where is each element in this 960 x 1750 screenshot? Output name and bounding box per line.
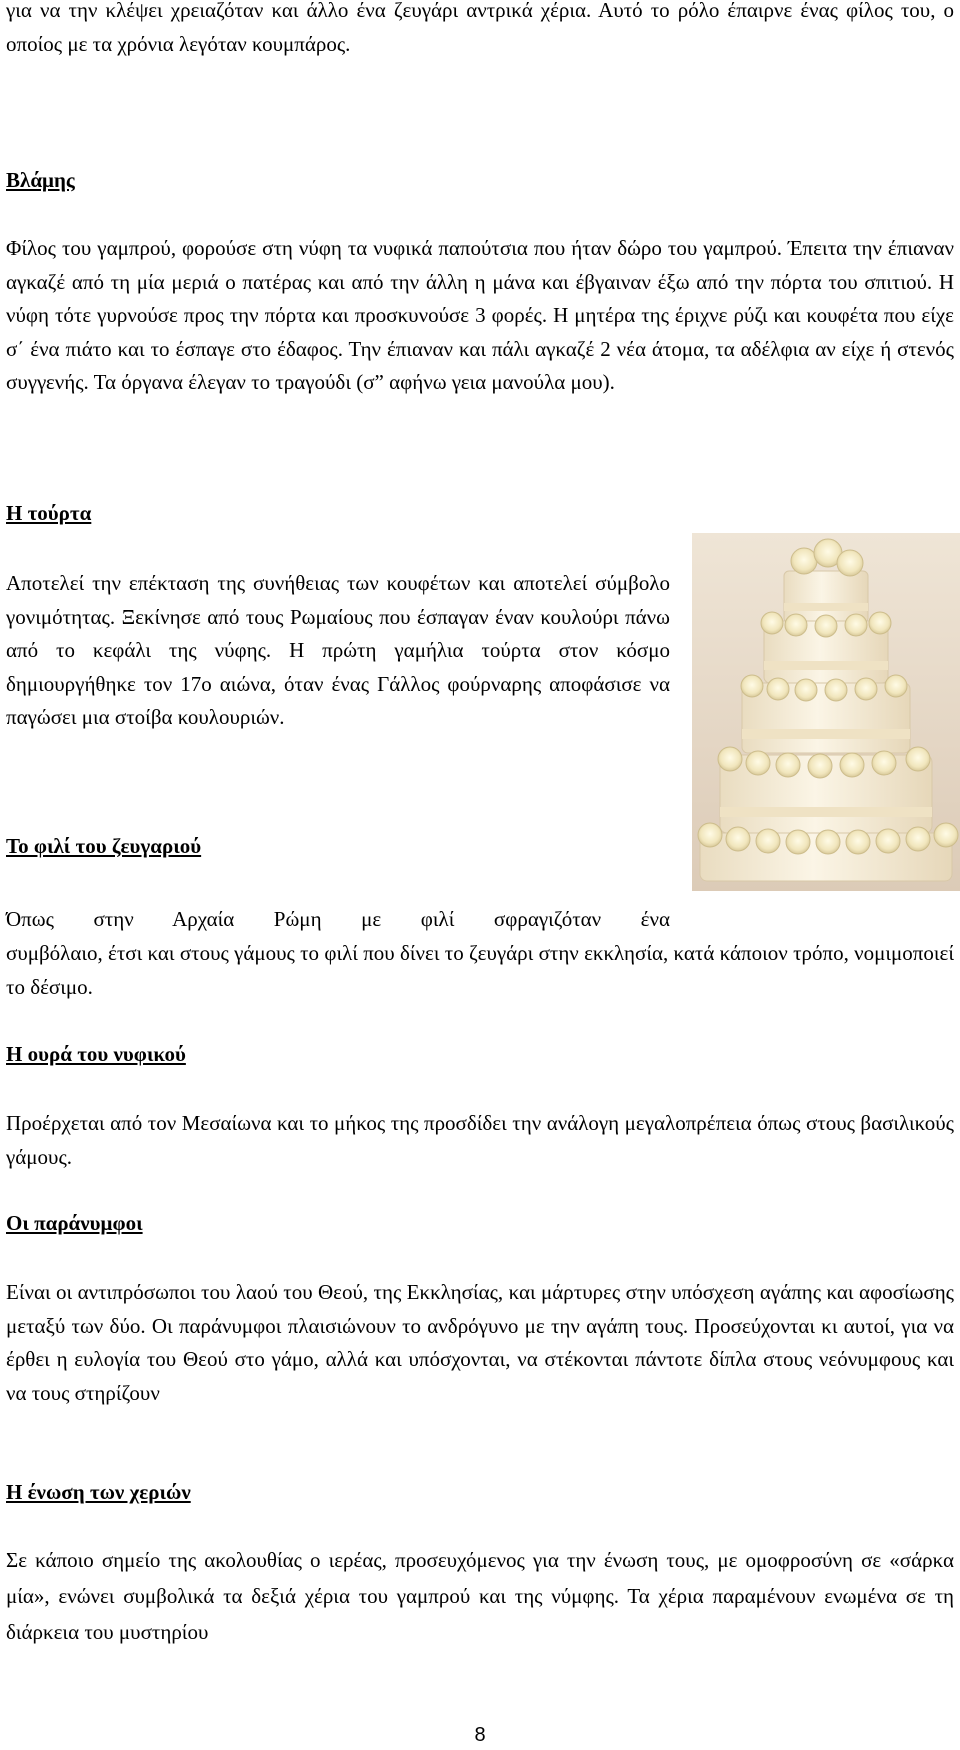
wedding-cake-illustration: [692, 533, 960, 891]
paragraph-fili-first-line: Όπως στην Αρχαία Ρώμη με φιλί σφραγιζόταν ένα: [6, 907, 670, 931]
paragraph-vlamis: Φίλος του γαμπρού, φορούσε στη νύφη τα νυφικά παπούτσια που ήταν δώρο του γαμπρού. Έπειτα την έπιαναν αγκαζέ από τη μία μεριά ο πατέρας και από την άλλη η μάνα και έβγαιναν έξω από την πόρτα του σπιτιού. Η νύφη τότε γυρνούσε προς την πόρτα και προσκυνούσε 3 φορές. Η μητέρα της έριχνε ρύζι και κουφέτα που είχε σ΄ ένα πιάτο και το έσπαγε στο έδαφος. Την έπιαναν και πάλι αγκαζέ 2 νέα άτομα, τα αδέλφια αν είχε ή στενός συγγενής. Τα όργανα έλεγαν το τραγούδι (σ” αφήνω γεια μανούλα μου).: [6, 236, 954, 394]
heading-paranymfoi: Οι παράνυμφοι: [6, 1211, 143, 1235]
wedding-cake-image: [692, 533, 960, 891]
heading-enosi: Η ένωση των χεριών: [6, 1480, 191, 1504]
paragraph-paranymfoi: Είναι οι αντιπρόσωποι του λαού του Θεού, της Εκκλησίας, και μάρτυρες στην υπόσχεση αγάπης και αφοσίωσης μεταξύ των δύο. Οι παράνυμφοι πλαισιώνουν το ανδρόγυνο με την αγάπη τους. Προσεύχονται κι αυτοί, για να έρθει η ευλογία του Θεού στο γάμο, αλλά και υπόσχονται, να στέκονται πάντοτε δίπλα στους νεόνυμφους και να τους στηρίζουν: [6, 1280, 954, 1405]
heading-vlamis: Βλάμης: [6, 168, 75, 192]
paragraph-oura: Προέρχεται από τον Μεσαίωνα και το μήκος της προσδίδει την ανάλογη μεγαλοπρέπεια όπως στους βασιλικούς γάμους.: [6, 1111, 954, 1169]
page-number: 8: [474, 1724, 486, 1746]
paragraph-enosi: Σε κάποιο σημείο της ακολουθίας ο ιερέας, προσευχόμενος για την ένωση τους, με ομοφροσύνη σε «σάρκα μία», ενώνει συμβολικά τα δεξιά χέρια του γαμπρού και της νύμφης. Τα χέρια παραμένουν ενωμένα σε τη διάρκεια του μυστηρίου: [6, 1548, 954, 1644]
heading-fili: Το φιλί του ζευγαριού: [6, 834, 202, 858]
paragraph-fili-rest: συμβόλαιο, έτσι και στους γάμους το φιλί που δίνει το ζευγάρι στην εκκλησία, κατά κάποιον τρόπο, νομιμοποιεί το δέσιμο.: [6, 941, 954, 999]
heading-oura: Η ουρά του νυφικού: [6, 1042, 186, 1066]
heading-tourta: Η τούρτα: [6, 501, 92, 525]
intro-paragraph: για να την κλέψει χρειαζόταν και άλλο ένα ζευγάρι αντρικά χέρια. Αυτό το ρόλο έπαιρνε ένας φίλος του, ο οποίος με τα χρόνια λεγόταν κουμπάρος.: [6, 0, 954, 56]
paragraph-tourta: Αποτελεί την επέκταση της συνήθειας των κουφέτων και αποτελεί σύμβολο γονιμότητας. Ξεκίνησε από τους Ρωμαίους που έσπαγαν έναν κουλούρι πάνω από το κεφάλι της νύφης. Η πρώτη γαμήλια τούρτα στον κόσμο δημιουργήθηκε τον 17ο αιώνα, όταν ένας Γάλλος φούρναρης αποφάσισε να παγώσει μια στοίβα κουλουριών.: [6, 571, 670, 729]
